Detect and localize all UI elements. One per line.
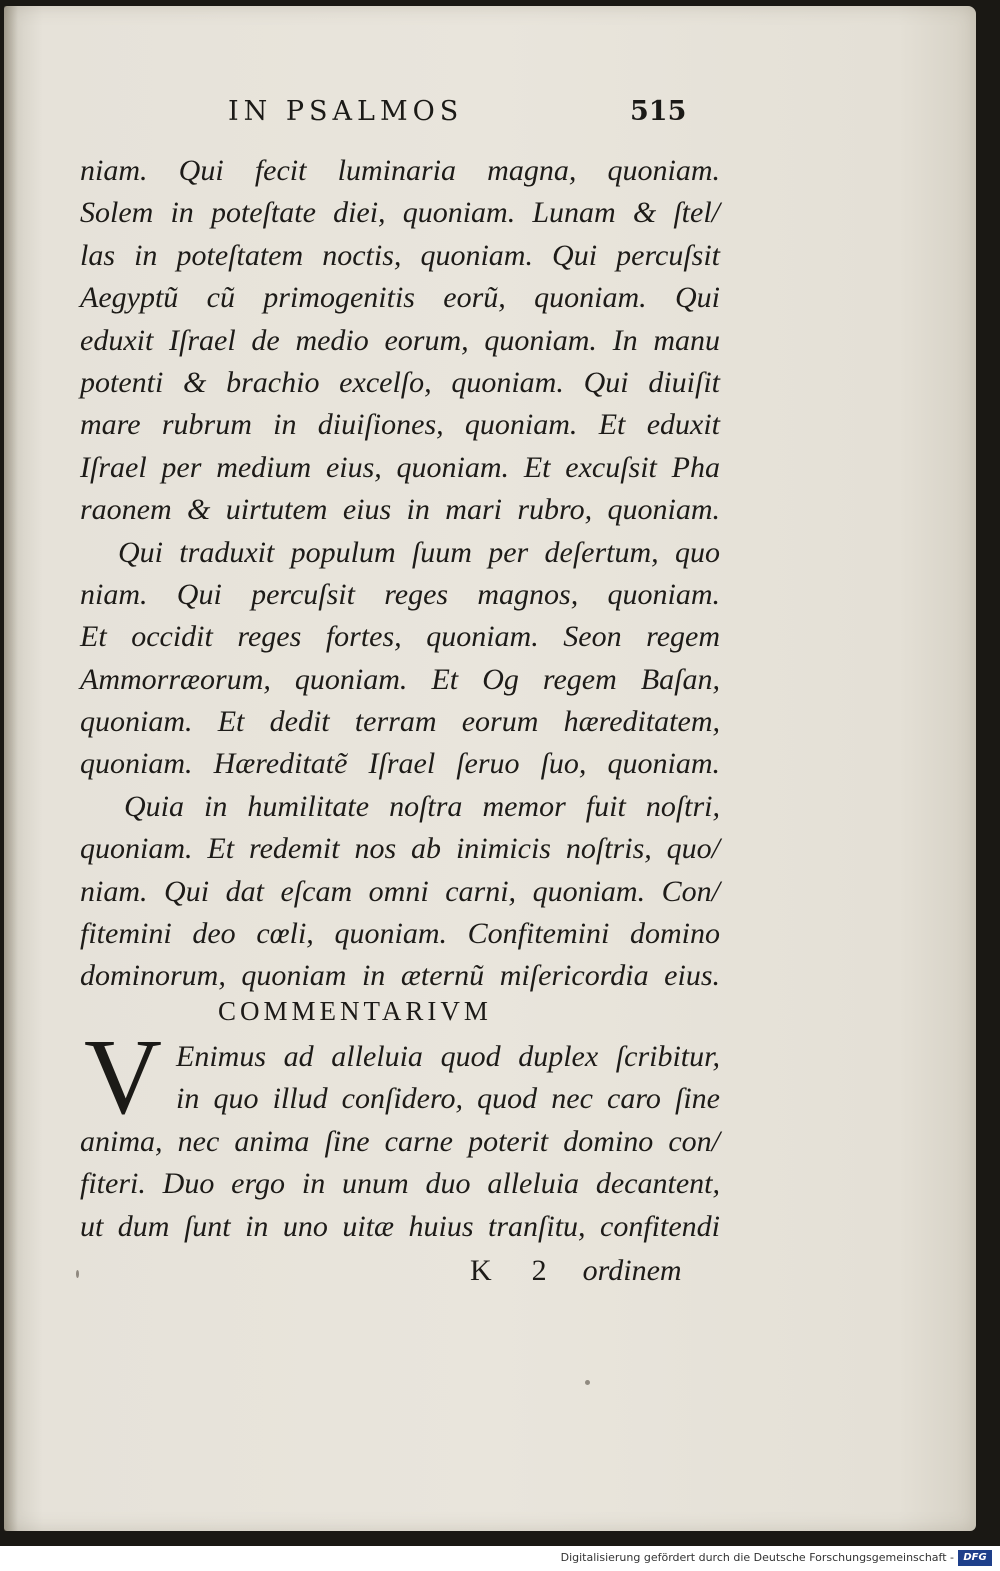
drop-cap-initial: V bbox=[84, 1018, 162, 1137]
signature-letter: K bbox=[470, 1254, 492, 1287]
text-line: quoniam. Et redemit nos ab inimicis noſtris, quo/ bbox=[80, 832, 720, 866]
text-line: Qui traduxit populum ſuum per deſertum, quo bbox=[118, 535, 720, 569]
psalm-text-block bbox=[80, 150, 720, 998]
commentary-text-block bbox=[80, 1036, 720, 1248]
commentary-line: in quo illud conſidero, quod nec caro ſine bbox=[176, 1082, 720, 1116]
dfg-logo: DFG bbox=[958, 1550, 992, 1566]
catchword-text: ordinem bbox=[582, 1254, 682, 1287]
digitization-footer bbox=[0, 1546, 1000, 1571]
text-line: niam. Qui dat eſcam omni carni, quoniam. Con/ bbox=[80, 874, 720, 908]
text-line: raonem & uirtutem eius in mari rubro, quoniam. bbox=[80, 493, 720, 527]
text-line: Quia in humilitate noſtra memor fuit noſtri, bbox=[124, 789, 720, 823]
commentary-line: anima, nec anima ſine carne poterit domino con/ bbox=[80, 1124, 720, 1158]
text-line: mare rubrum in diuiſiones, quoniam. Et eduxit bbox=[80, 408, 720, 442]
text-line: Aegyptũ cũ primogenitis eorũ, quoniam. Qui bbox=[80, 281, 720, 315]
text-line: las in poteſtatem noctis, quoniam. Qui percuſsit bbox=[80, 238, 720, 272]
text-line: niam. Qui fecit luminaria magna, quoniam. bbox=[80, 154, 720, 187]
running-head: IN PSALMOS bbox=[228, 96, 464, 127]
paper-speck bbox=[585, 1380, 590, 1385]
text-line: eduxit Iſrael de medio eorum, quoniam. In manu bbox=[80, 323, 720, 357]
commentary-line: ut dum ſunt in uno uitæ huius tranſitu, confitendi bbox=[80, 1209, 720, 1243]
text-line: niam. Qui percuſsit reges magnos, quoniam. bbox=[80, 577, 720, 611]
commentary-line: Enimus ad alleluia quod duplex ſcribitur, bbox=[176, 1040, 720, 1073]
text-line: potenti & brachio excelſo, quoniam. Qui diuiſit bbox=[80, 365, 720, 399]
signature-number: 2 bbox=[531, 1254, 547, 1287]
page-number: 515 bbox=[630, 96, 687, 127]
text-line: quoniam. Hæreditatẽ Iſrael ſeruo ſuo, quoniam. bbox=[80, 747, 720, 781]
text-line: Ammorræorum, quoniam. Et Og regem Baſan, bbox=[80, 662, 720, 696]
commentary-line: fiteri. Duo ergo in unum duo alleluia decantent, bbox=[80, 1167, 720, 1201]
paper-speck bbox=[76, 1270, 79, 1278]
text-line: Et occidit reges fortes, quoniam. Seon regem bbox=[80, 620, 720, 654]
text-line: Solem in poteſtate diei, quoniam. Lunam & ſtel/ bbox=[80, 196, 720, 230]
signature-catchword bbox=[470, 1254, 720, 1288]
text-line: Iſrael per medium eius, quoniam. Et excuſsit Pha bbox=[80, 450, 720, 484]
commentary-heading: COMMENTARIVM bbox=[218, 996, 492, 1026]
page-gutter-shadow bbox=[4, 6, 18, 1531]
text-line: dominorum, quoniam in æternũ miſericordia eius. bbox=[80, 959, 720, 993]
text-line: quoniam. Et dedit terram eorum hæreditatem, bbox=[80, 705, 720, 739]
digitization-credit: Digitalisierung gefördert durch die Deutsche Forschungsgemeinschaft - bbox=[560, 1551, 954, 1564]
text-line: fitemini deo cœli, quoniam. Confitemini domino bbox=[80, 917, 720, 951]
